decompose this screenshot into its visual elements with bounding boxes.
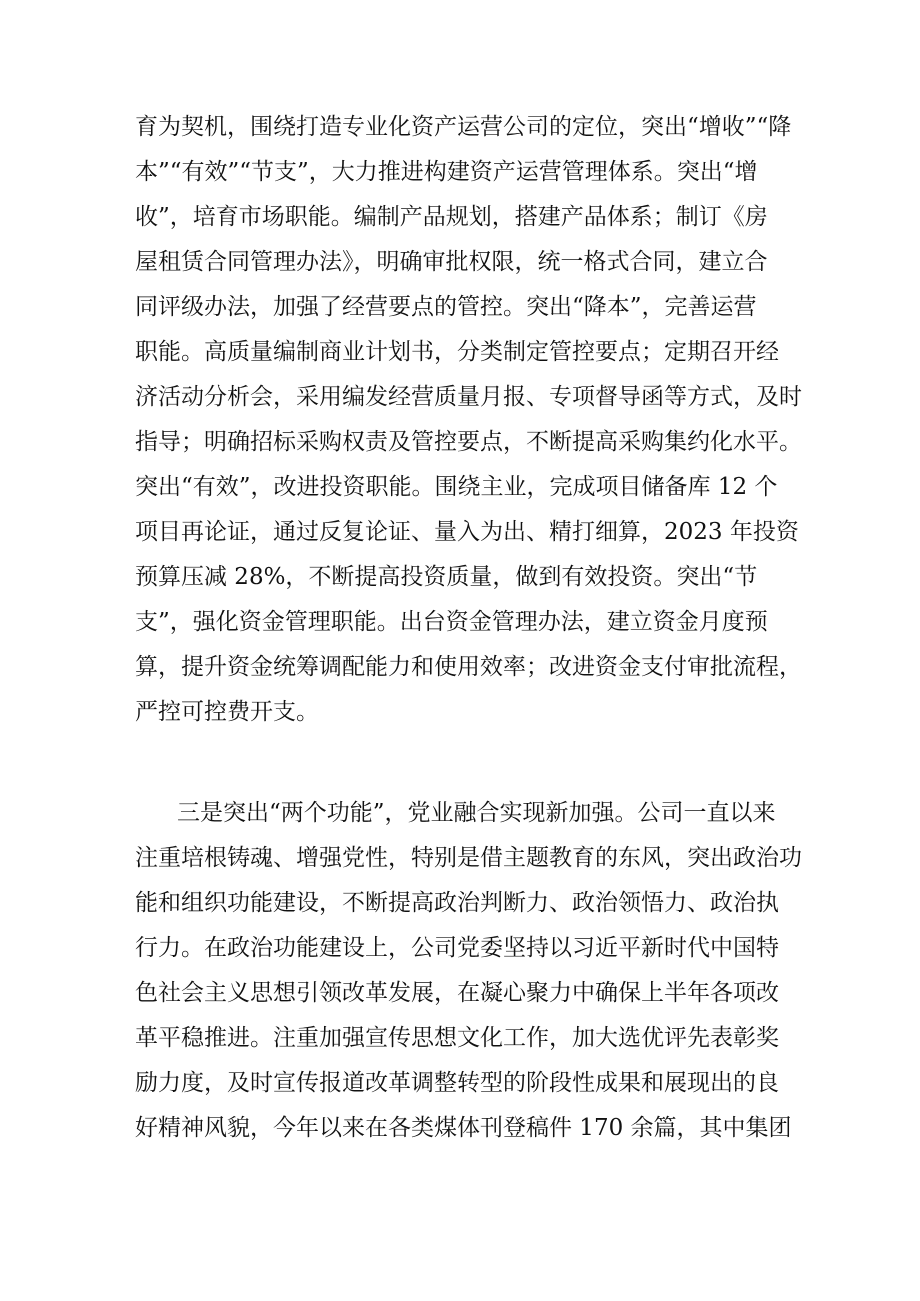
text-line: 注重培根铸魂、增强党性，特别是借主题教育的东风，突出政治功 (135, 845, 802, 871)
text-line: 严控可控费开支。 (135, 699, 319, 725)
text-line: 革平稳推进。注重加强宣传思想文化工作，加大选优评先表彰奖 (135, 1025, 779, 1051)
body-paragraph (135, 105, 800, 735)
text-line: 收”，培育市场职能。编制产品规划，搭建产品体系；制订《房 (135, 204, 768, 230)
text-line: 职能。高质量编制商业计划书，分类制定管控要点；定期召开经 (135, 339, 779, 365)
text-line: 育为契机，围绕打造专业化资产运营公司的定位，突出“增收”“降 (135, 114, 792, 140)
text-line: 算，提升资金统筹调配能力和使用效率；改进资金支付审批流程， (135, 654, 802, 680)
text-line: 济活动分析会，采用编发经营质量月报、专项督导函等方式，及时 (135, 384, 802, 410)
text-line: 支”，强化资金管理职能。出台资金管理办法，建立资金月度预 (135, 609, 768, 635)
text-line: 突出“有效”，改进投资职能。围绕主业，完成项目储备库 12 个 (135, 474, 778, 500)
text-line: 预算压减 28%，不断提高投资质量，做到有效投资。突出“节 (135, 564, 758, 590)
text-line: 指导；明确招标采购权责及管控要点，不断提高采购集约化水平。 (135, 429, 802, 455)
text-line: 同评级办法，加强了经营要点的管控。突出“降本”，完善运营 (135, 294, 757, 320)
text-line-first: 三是突出“两个功能”，党业融合实现新加强。公司一直以来 (177, 800, 776, 826)
text-line: 行力。在政治功能建设上，公司党委坚持以习近平新时代中国特 (135, 935, 779, 961)
text-line: 项目再论证，通过反复论证、量入为出、精打细算，2023 年投资 (135, 519, 799, 545)
text-line: 本”“有效”“节支”，大力推进构建资产运营管理体系。突出“增 (135, 159, 758, 185)
text-line: 好精神风貌，今年以来在各类煤体刊登稿件 170 余篇，其中集团 (135, 1115, 792, 1141)
text-line: 色社会主义思想引领改革发展，在凝心聚力中确保上半年各项改 (135, 980, 779, 1006)
text-line: 励力度，及时宣传报道改革调整转型的阶段性成果和展现出的良 (135, 1070, 779, 1096)
body-paragraph (135, 791, 800, 1151)
text-line: 能和组织功能建设，不断提高政治判断力、政治领悟力、政治执 (135, 890, 779, 916)
text-line: 屋租赁合同管理办法》，明确审批权限，统一格式合同，建立合 (135, 249, 768, 275)
